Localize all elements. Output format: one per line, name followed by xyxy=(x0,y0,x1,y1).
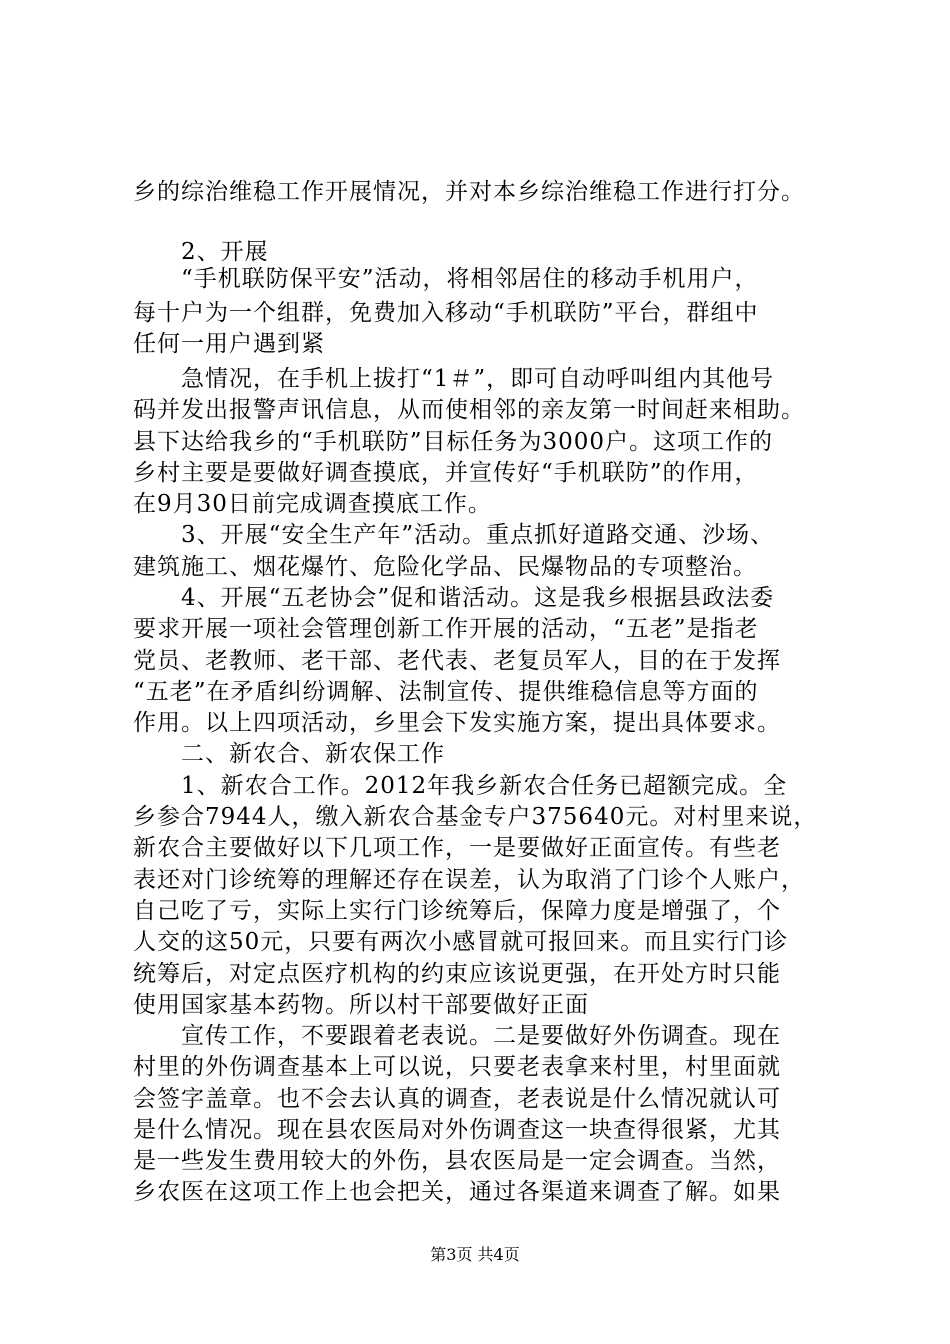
text-line: 要求开展一项社会管理创新工作开展的活动，“五老”是指老 xyxy=(133,616,759,642)
text-line: 建筑施工、烟花爆竹、危险化学品、民爆物品的专项整治。 xyxy=(133,554,757,580)
page-footer: 第3页 共4页 xyxy=(430,1245,520,1264)
text-line: 党员、老教师、老干部、老代表、老复员军人，目的在于发挥 xyxy=(133,648,781,674)
text-line: 是一些发生费用较大的外伤，县农医局是一定会调查。当然， xyxy=(133,1148,781,1174)
text-line: 使用国家基本药物。所以村干部要做好正面 xyxy=(133,992,589,1018)
text-line: 统筹后，对定点医疗机构的约束应该说更强，在开处方时只能 xyxy=(133,961,781,987)
text-line: “五老”在矛盾纠纷调解、法制宣传、提供维稳信息等方面的 xyxy=(133,679,759,705)
text-line: 码并发出报警声讯信息，从而使相邻的亲友第一时间赶来相助。 xyxy=(133,397,805,423)
text-line: 县下达给我乡的“手机联防”目标任务为3000户。这项工作的 xyxy=(133,429,774,455)
text-line: 作用。以上四项活动，乡里会下发实施方案，提出具体要求。 xyxy=(133,710,781,736)
text-line: 人交的这50元，只要有两次小感冒就可报回来。而且实行门诊 xyxy=(133,929,789,955)
text-line: 表还对门诊统筹的理解还存在误差，认为取消了门诊个人账户， xyxy=(133,867,805,893)
text-line: 二、新农合、新农保工作 xyxy=(133,741,445,767)
text-line: 3、开展“安全生产年”活动。重点抓好道路交通、沙场、 xyxy=(133,522,775,548)
text-line: 乡村主要是要做好调查摸底，并宣传好“手机联防”的作用， xyxy=(133,460,759,486)
text-line: 乡参合7944人，缴入新农合基金专户375640元。对村里来说， xyxy=(133,804,818,830)
text-line: 2、开展 xyxy=(133,239,269,265)
text-line: 急情况，在手机上拔打“1＃”，即可自动呼叫组内其他号 xyxy=(133,366,775,392)
text-line: “手机联防保平安”活动，将相邻居住的移动手机用户， xyxy=(133,266,759,292)
text-line: 是什么情况。现在县农医局对外伤调查这一块查得很紧，尤其 xyxy=(133,1117,781,1143)
text-line: 在9月30日前完成调查摸底工作。 xyxy=(133,491,492,517)
text-line: 村里的外伤调查基本上可以说，只要老表拿来村里，村里面就 xyxy=(133,1054,781,1080)
text-line: 自己吃了亏，实际上实行门诊统筹后，保障力度是增强了，个 xyxy=(133,898,781,924)
text-line: 新农合主要做好以下几项工作，一是要做好正面宣传。有些老 xyxy=(133,835,781,861)
text-line: 任何一用户遇到紧 xyxy=(133,331,325,357)
text-line: 4、开展“五老协会”促和谐活动。这是我乡根据县政法委 xyxy=(133,585,775,611)
text-line: 1、新农合工作。2012年我乡新农合任务已超额完成。全 xyxy=(133,773,788,799)
text-line: 会签字盖章。也不会去认真的调查，老表说是什么情况就认可 xyxy=(133,1086,781,1112)
text-line: 乡的综治维稳工作开展情况，并对本乡综治维稳工作进行打分。 xyxy=(133,179,805,205)
text-line: 每十户为一个组群，免费加入移动“手机联防”平台，群组中 xyxy=(133,300,759,326)
text-line: 宣传工作，不要跟着老表说。二是要做好外伤调查。现在 xyxy=(133,1023,781,1049)
text-line: 乡农医在这项工作上也会把关，通过各渠道来调查了解。如果 xyxy=(133,1179,781,1205)
